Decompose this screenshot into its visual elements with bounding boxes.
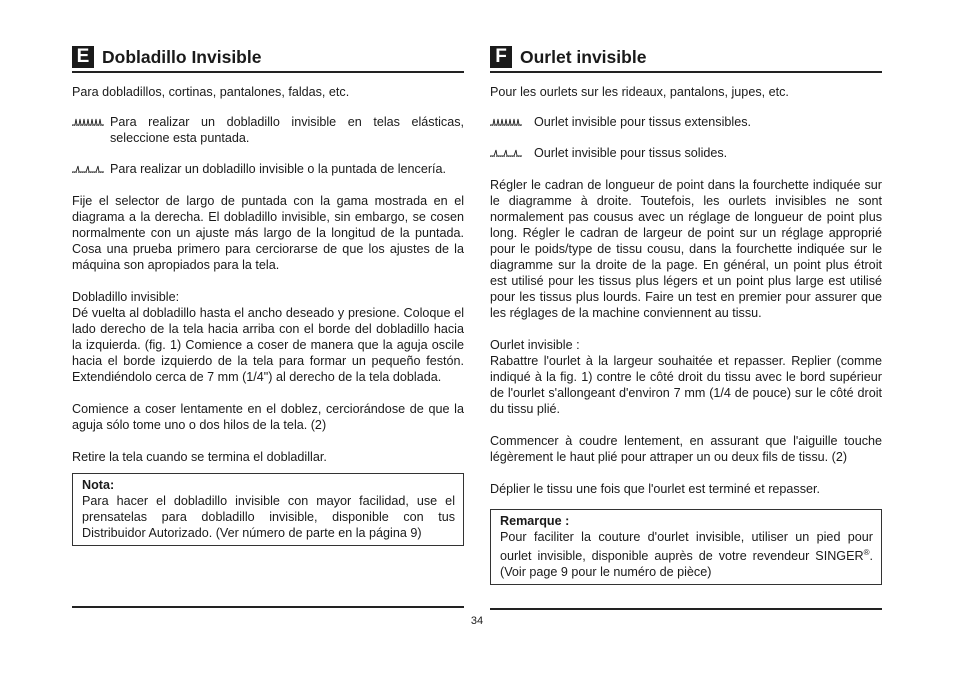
registered-mark: ® xyxy=(863,548,870,557)
blind-hem-stitch-icon xyxy=(490,145,534,161)
stitch-text-solid-f: Ourlet invisible pour tissus solides. xyxy=(534,146,728,160)
paragraph-finish-f: Déplier le tissu une fois que l'ourlet est terminé et repasser. xyxy=(490,482,821,496)
paragraph-settings-e: Fije el selector de largo de puntada con la gama mostrada en el diagrama a la derecha. El dobladillo invisible, sin embargo, se cosen normalmente con un ajuste más largo de la longitud de la puntada. Cosa una prueba primero para cerciorarse de que los ajustes de la máquina son apropiados para la tela. xyxy=(72,194,464,272)
note-box-e xyxy=(72,473,464,546)
language-badge-e: E xyxy=(72,46,94,68)
section-title-e: Dobladillo Invisible xyxy=(102,46,262,67)
page-number: 34 xyxy=(470,615,484,627)
paragraph-settings-f: Régler le cadran de longueur de point dans la fourchette indiquée sur le diagramme à droite. Toutefois, les ourlets invisibles ne sont normalement pas cousus avec un réglage de longueur de point plus long. Régler le cadran de largeur de point sur un réglage approprié pour le poids/type de tissu cousu, dans la fourchette indiquée sur le diagramme sur la droite de la page. En général, un point plus étroit est utilisé pour les tissus plus légers et un point plus large est utilisé pour les tissus plus lourds. Faire un test en premier pour assurer que les réglages de la machine conviennent au tissu. xyxy=(490,178,882,320)
note-text-f-b: . (Voir page 9 pour le numéro de pièce) xyxy=(500,549,873,580)
paragraph-sewing-f: Commencer à coudre lentement, en assurant que l'aiguille touche légèrement le haut plié pour attraper un ou deux fils de tissu. (2) xyxy=(490,434,882,464)
stitch-option-solid-e xyxy=(72,161,464,177)
section-title-f: Ourlet invisible xyxy=(520,46,647,67)
elastic-blind-hem-stitch-icon xyxy=(490,114,534,130)
stitch-text-solid-e: Para realizar un dobladillo invisible o la puntada de lencería. xyxy=(110,162,447,176)
bottom-rule-f xyxy=(490,608,882,610)
stitch-option-elastic-f xyxy=(490,114,882,130)
french-column xyxy=(490,44,882,585)
paragraph-label-f: Ourlet invisible : xyxy=(490,338,580,352)
paragraph-label-e: Dobladillo invisible: xyxy=(72,290,180,304)
paragraph-blind-hem-f xyxy=(490,337,882,417)
paragraph-blind-hem-e xyxy=(72,289,464,385)
language-badge-f: F xyxy=(490,46,512,68)
note-title-f: Remarque : xyxy=(500,514,570,528)
spanish-column xyxy=(72,44,464,546)
note-box-f xyxy=(490,509,882,585)
section-header-e xyxy=(72,44,464,73)
bottom-rule-e xyxy=(72,606,464,608)
blind-hem-stitch-icon xyxy=(72,161,110,177)
stitch-text-elastic-e: Para realizar un dobladillo invisible en telas elásticas, seleccione esta puntada. xyxy=(110,115,464,145)
intro-text-f: Pour les ourlets sur les rideaux, pantalons, jupes, etc. xyxy=(490,85,789,99)
paragraph-instructions-e: Dé vuelta al dobladillo hasta el ancho deseado y presione. Coloque el lado derecho de la tela hacia arriba con el borde del dobladillo hacia la izquierda. (fig. 1) Comience a coser de manera que la aguja oscile hacia el borde izquierdo de la tela para formar un pequeño festón. Extendiéndolo cerca de 7 mm (1/4") al derecho de la tela doblada. xyxy=(72,306,464,384)
note-text-f xyxy=(500,529,873,580)
paragraph-instructions-f: Rabattre l'ourlet à la largeur souhaitée et repasser. Replier (comme indiqué à la fig. 1) contre le côté droit du tissu avec le bord supérieur de l'ourlet s'allongeant d'environ 7 mm (1/4 de pouce) sur le côté droit du tissu plié. xyxy=(490,354,882,416)
stitch-option-solid-f xyxy=(490,145,882,161)
elastic-blind-hem-stitch-icon xyxy=(72,114,110,130)
stitch-text-elastic-f: Ourlet invisible pour tissus extensibles. xyxy=(534,115,751,129)
stitch-option-elastic-e xyxy=(72,114,464,146)
paragraph-finish-e: Retire la tela cuando se termina el dobladillar. xyxy=(72,450,327,464)
note-text-e: Para hacer el dobladillo invisible con mayor facilidad, use el prensatelas para dobladillo invisible, disponible con tus Distribuidor Autorizado. (Ver número de parte en la página 9) xyxy=(82,494,455,540)
section-header-f xyxy=(490,44,882,73)
note-title-e: Nota: xyxy=(82,478,115,492)
paragraph-sewing-e: Comience a coser lentamente en el doblez, cerciorándose de que la aguja sólo tome uno o dos hilos de la tela. (2) xyxy=(72,402,464,432)
note-text-f-a: Pour faciliter la couture d'ourlet invisible, utiliser un pied pour ourlet invisible, disponible auprès de votre revendeur SINGER xyxy=(500,530,873,564)
intro-text-e: Para dobladillos, cortinas, pantalones, faldas, etc. xyxy=(72,85,350,99)
